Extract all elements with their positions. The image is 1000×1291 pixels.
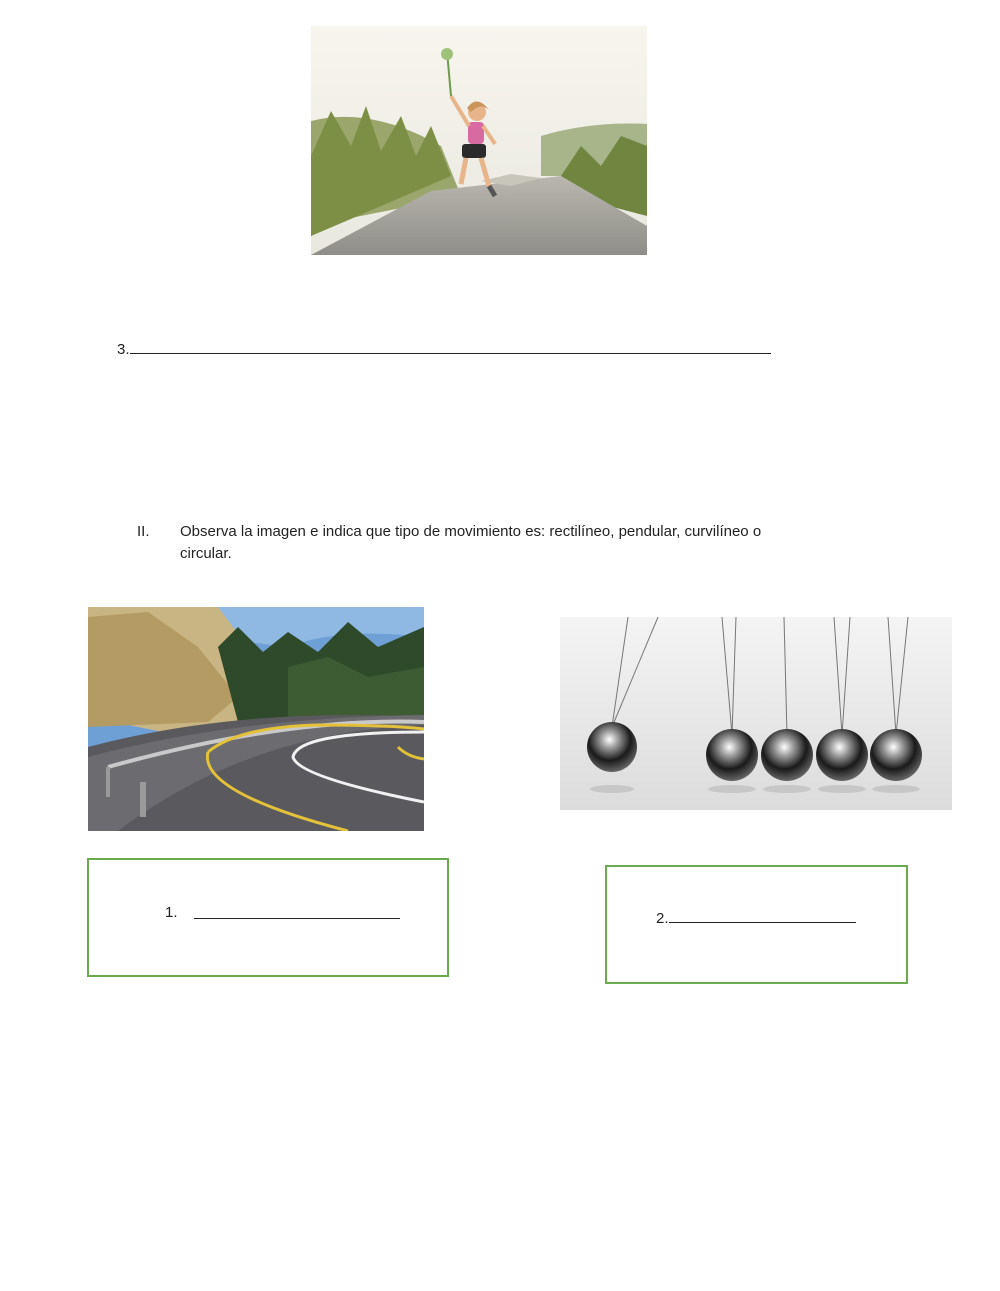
answer-line-1[interactable] <box>194 903 400 924</box>
section-instruction <box>180 521 761 565</box>
answer-line-2[interactable] <box>669 907 856 923</box>
instruction-line-2: circular. <box>180 545 232 562</box>
answer-1-number: 1. <box>165 904 178 921</box>
section-numeral: II. <box>137 523 150 540</box>
question-3-number: 3. <box>117 341 130 358</box>
answer-box-1 <box>87 858 449 977</box>
answer-line-3[interactable] <box>130 338 771 354</box>
newtons-cradle-photo <box>560 617 952 810</box>
girl-jumping-photo <box>311 26 647 255</box>
instruction-line-1: Observa la imagen e indica que tipo de movimiento es: rectilíneo, pendular, curvilíneo o <box>180 523 762 540</box>
question-3 <box>117 338 771 361</box>
answer-2 <box>656 907 856 930</box>
answer-box-2 <box>605 865 908 984</box>
answer-2-number: 2. <box>656 910 669 927</box>
curved-road-photo <box>88 607 424 831</box>
